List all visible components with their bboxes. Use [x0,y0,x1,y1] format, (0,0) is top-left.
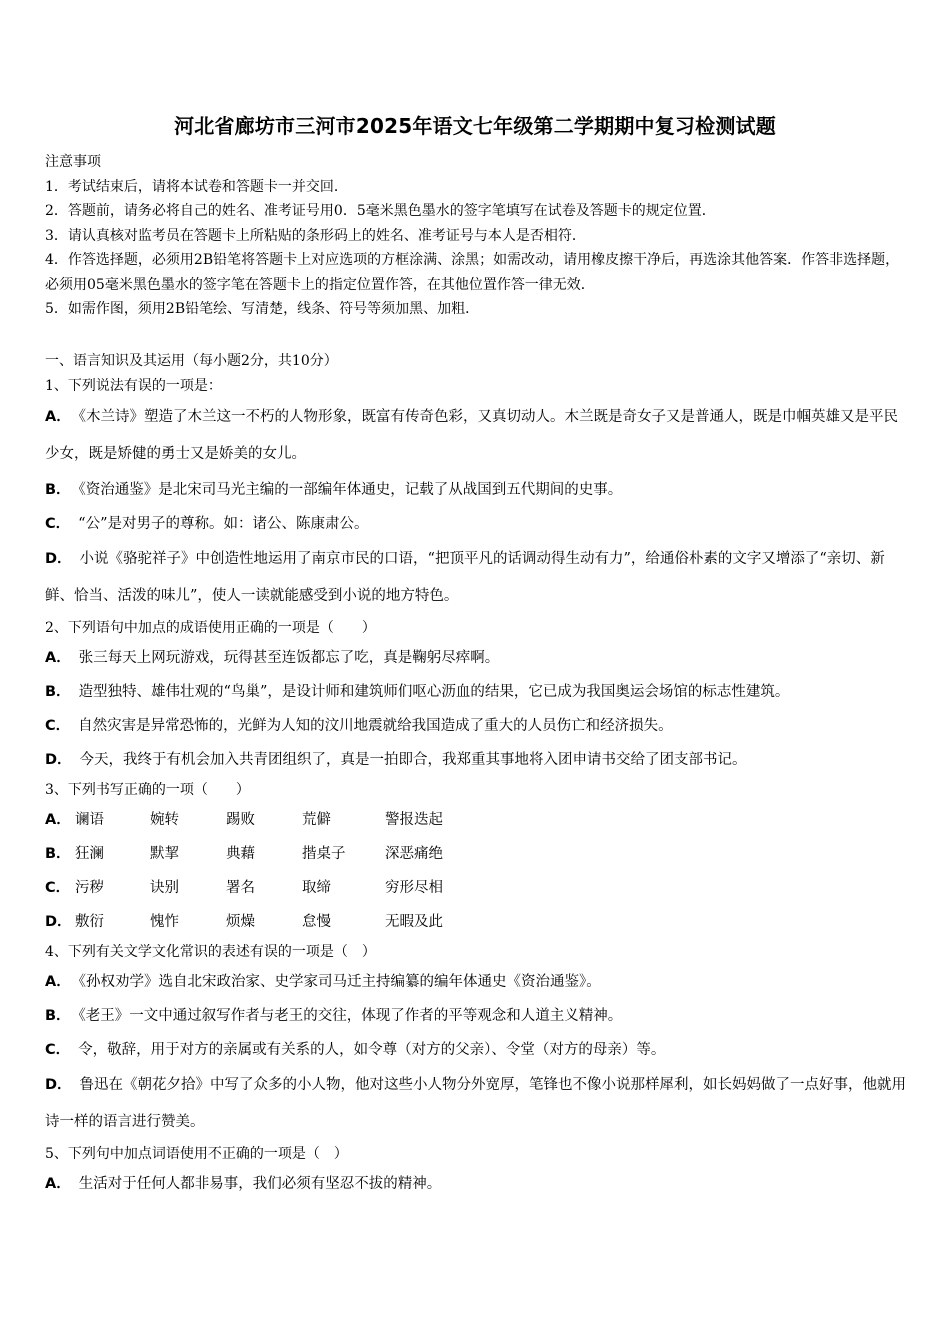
page-title: 河北省廊坊市三河市2025年语文七年级第二学期期中复习检测试题 [174,114,776,138]
option-word: 穷形尽相 [385,880,443,896]
question-1-option-c [45,507,915,541]
option-word: 污秽 [75,880,104,896]
option-word: 婉转 [150,812,179,828]
option-letter: C． [45,516,71,532]
option-letter: C． [45,1042,71,1058]
option-text: 《孙权劝学》选自北宋政治家、史学家司马迁主持编纂的编年体通史《资治通鉴》。 [78,974,601,990]
option-text: 《老王》一文中通过叙写作者与老王的交往，体现了作者的平等观念和人道主义精神。 [78,1008,623,1024]
question-3-option-d [45,905,915,939]
note-item: 3．请认真核对监考员在答题卡上所粘贴的条形码上的姓名、准考证号与本人是否相符． [45,227,586,244]
option-text: 自然灾害是异常恐怖的，光鲜为人知的汶川地震就给我国造成了重大的人员伤亡和经济损失。 [78,718,673,734]
question-4-option-b [45,999,915,1033]
note-item: 1．考试结束后，请将本试卷和答题卡一并交回． [45,178,348,195]
option-letter: B． [45,684,71,700]
option-word: 默挈 [150,846,179,862]
option-word: 警报迭起 [385,812,443,828]
option-letter: D． [45,914,72,930]
option-text: 《木兰诗》塑造了木兰这一不朽的人物形象，既富有传奇色彩，又真切动人。木兰既是奇女子又是普通人，既是巾帼英雄又是平民少女，既是矫健的勇士又是娇美的女儿。 [45,409,898,462]
option-word: 荒僻 [302,812,331,828]
option-word: 诀别 [150,880,179,896]
option-letter: C． [45,718,71,734]
option-letter: C． [45,880,71,896]
option-word: 典藉 [226,846,255,862]
option-text: 《资治通鉴》是北宋司马光主编的一部编年体通史，记载了从战国到五代期间的史事。 [78,482,623,498]
option-word: 敷衍 [75,914,104,930]
option-text: 鲁迅在《朝花夕拾》中写了众多的小人物，他对这些小人物分外宽厚，笔锋也不像小说那样犀利，如长妈妈做了一点好事，他就用诗一样的语言进行赞美。 [45,1077,907,1130]
option-text: 张三每天上网玩游戏，玩得甚至连饭都忘了吃，真是鞠躬尽瘁啊。 [78,650,500,666]
option-word: 深恶痛绝 [385,846,443,862]
notes-block [45,150,915,322]
note-item: 4．作答选择题，必须用2B铅笔将答题卡上对应选项的方框涂满、涂黑；如需改动，请用橡皮擦干净后，再选涂其他答案．作答非选择题，必须用05毫米黑色墨水的签字笔在答题卡上的指定位置作答，在其他位置作答一律无效． [45,252,900,293]
question-1-option-b [45,473,915,507]
option-letter: B． [45,846,71,862]
option-text: 令，敬辞，用于对方的亲属或有关系的人，如令尊（对方的父亲）、令堂（对方的母亲）等。 [78,1042,666,1058]
option-word: 愧怍 [150,914,179,930]
option-letter: A． [45,974,71,990]
option-word: 狂澜 [75,846,104,862]
option-text: 今天，我终于有机会加入共青团组织了，真是一拍即合，我郑重其事地将入团申请书交给了团支部书记。 [79,752,747,768]
section-heading: 一、语言知识及其运用（每小题2分，共10分） [45,353,338,369]
question-3-option-b [45,837,915,871]
option-letter: A． [45,409,71,425]
option-letter: B． [45,482,71,498]
section-language [45,349,915,1201]
option-letter: A． [45,650,71,666]
option-letter: D． [45,551,72,567]
option-word: 取缔 [302,880,331,896]
option-letter: A． [45,812,71,828]
option-text: 小说《骆驼祥子》中创造性地运用了南京市民的口语，“把顶平凡的话调动得生动有力”，给通俗朴素的文字又增添了“亲切、新鲜、恰当、活泼的味儿”，使人一读就能感受到小说的地方特色。 [45,551,885,604]
question-3-option-c [45,871,915,905]
question-2-option-d [45,743,915,777]
option-word: 无暇及此 [385,914,443,930]
question-3-option-a [45,803,915,837]
question-2-option-a [45,641,915,675]
option-text: “公”是对男子的尊称。如：诸公、陈康肃公。 [78,516,369,532]
question-4-option-a [45,965,915,999]
notes-heading: 注意事项 [45,154,101,170]
question-1-stem: 1、下列说法有误的一项是： [45,378,222,394]
question-2-stem: 2、下列语句中加点的成语使用正确的一项是（ ） [45,620,376,636]
question-1-option-a [45,399,907,473]
question-3-stem: 3、下列书写正确的一项（ ） [45,782,250,798]
option-letter: D． [45,752,72,768]
option-word: 谰语 [75,812,104,828]
question-5-stem: 5、下列句中加点词语使用不正确的一项是（ ） [45,1146,348,1162]
option-text: 生活对于任何人都非易事，我们必须有坚忍不拔的精神。 [78,1176,442,1192]
option-letter: D． [45,1077,72,1093]
question-1-option-d [45,541,907,615]
question-4-option-c [45,1033,915,1067]
option-word: 烦燥 [226,914,255,930]
option-word: 署名 [226,880,255,896]
question-2-option-c [45,709,915,743]
option-word: 怠慢 [302,914,331,930]
option-letter: A． [45,1176,71,1192]
note-item: 5．如需作图，须用2B铅笔绘、写清楚，线条、符号等须加黑、加粗． [45,301,480,317]
option-word: 踢败 [226,812,255,828]
option-text: 造型独特、雄伟壮观的“鸟巢”，是设计师和建筑师们呕心沥血的结果，它已成为我国奥运会场馆的标志性建筑。 [78,684,790,700]
note-item: 2．答题前，请务必将自己的姓名、准考证号用0．5毫米黑色墨水的签字笔填写在试卷及答题卡的规定位置． [45,203,716,219]
question-5-option-a [45,1167,915,1201]
option-letter: B． [45,1008,71,1024]
question-4-stem: 4、下列有关文学文化常识的表述有误的一项是（ ） [45,944,376,960]
question-2-option-b [45,675,915,709]
question-4-option-d [45,1067,907,1141]
option-word: 揩桌子 [302,846,346,862]
